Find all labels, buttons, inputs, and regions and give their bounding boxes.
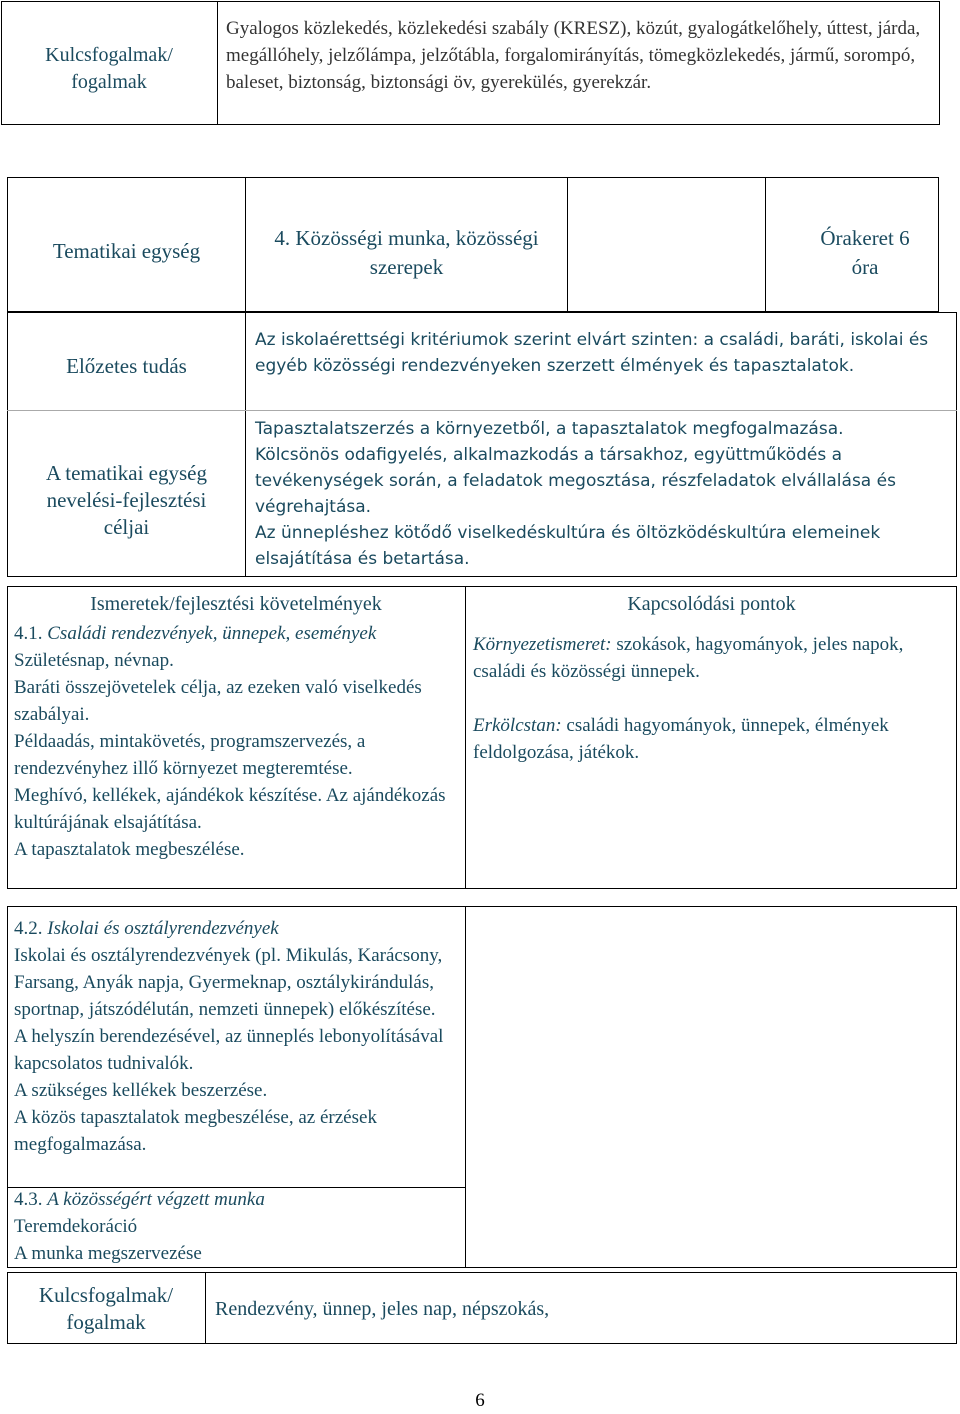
section-4-2-heading	[14, 915, 460, 942]
section-4-3	[14, 1186, 460, 1267]
goals-paragraph-2: Kölcsönös odafigyelés, alkalmazkodás a társakhoz, együttműködés a tevékenységek során, a feladatok megosztása, részfeladatok elvállalása és végrehajtása.	[255, 445, 896, 517]
connection-text: szokások, hagyományok, jeles napok, családi és közösségi ünnepek.	[473, 634, 904, 682]
goals-label-line3: céljai	[103, 515, 150, 539]
section-4-3-number: 4.3.	[14, 1189, 43, 1210]
bottom-keywords-label-line1: Kulcsfogalmak/	[38, 1283, 174, 1307]
section-4-1-title: Családi rendezvények, ünnepek, események	[47, 623, 377, 644]
bottom-keywords-text: Rendezvény, ünnep, jeles nap, népszokás,	[215, 1298, 550, 1320]
top-keywords-label	[1, 42, 217, 96]
goals-label-line2: nevelési-fejlesztési	[46, 488, 207, 512]
goals-row-separator	[7, 410, 957, 411]
section-4-3-heading	[14, 1186, 460, 1213]
section-4-1-heading	[14, 620, 460, 647]
thematic-unit-label: Tematikai egység	[52, 239, 201, 263]
section-4-1	[14, 620, 460, 863]
goals-label-line1: A tematikai egység	[46, 461, 207, 485]
connections	[473, 631, 951, 766]
hours-frame-line1: Órakeret 6	[820, 226, 910, 250]
goals-table-divider	[245, 312, 246, 577]
section-4-1-line: Baráti összejövetelek célja, az ezeken való viselkedés szabályai.	[14, 677, 422, 725]
section-4-1-line: Példaadás, mintakövetés, programszervezés, a rendezvényhez illő környezet megteremtése.	[14, 731, 366, 779]
hours-frame	[790, 224, 940, 282]
bottom-keywords-divider	[205, 1272, 206, 1344]
section-4-1-line: Meghívó, kellékek, ajándékok készítése. Az ajándékozás kultúrájának elsajátítása.	[14, 785, 446, 833]
connection-subject: Erkölcstan:	[473, 715, 562, 736]
section-4-3-line: Teremdekoráció	[14, 1216, 138, 1237]
bottom-keywords-label-line2: fogalmak	[66, 1310, 146, 1334]
connection-subject: Környezetismeret:	[473, 634, 612, 655]
requirements-header-left: Ismeretek/fejlesztési követelmények	[90, 593, 382, 615]
page-number: 6	[475, 1390, 485, 1411]
bottom-keywords-label	[7, 1282, 205, 1336]
prior-knowledge-label: Előzetes tudás	[66, 354, 187, 378]
section-4-1-number: 4.1.	[14, 623, 43, 644]
hours-frame-line2: óra	[851, 255, 879, 279]
connection-text: családi hagyományok, ünnepek, élmények feldolgozása, játékok.	[473, 715, 889, 763]
goals-paragraph-1: Tapasztalatszerzés a környezetből, a tapasztalatok megfogalmazása.	[255, 419, 844, 439]
thematic-unit-divider-3	[765, 177, 766, 312]
connection-item	[473, 712, 951, 766]
section-4-3-title: A közösségért végzett munka	[47, 1189, 265, 1210]
thematic-unit-title	[246, 224, 567, 282]
requirements-header-right: Kapcsolódási pontok	[627, 593, 796, 615]
top-keywords-divider	[217, 1, 218, 125]
thematic-unit-title-line2: szerepek	[369, 255, 444, 279]
prior-knowledge-text: Az iskolaérettségi kritériumok szerint elvárt szinten: a családi, baráti, iskolai és egyéb közösségi rendezvényeken szerzett élmények és tapasztalatok.	[255, 330, 929, 376]
section-4-2-number: 4.2.	[14, 918, 43, 939]
section-4-2-title: Iskolai és osztályrendezvények	[47, 918, 279, 939]
top-keywords-text: Gyalogos közlekedés, közlekedési szabály (KRESZ), közút, gyalogátkelőhely, úttest, járda, megállóhely, jelzőlámpa, jelzőtábla, forgalomirányítás, tömegközlekedés, jármű, sorompó, baleset, biztonság, biztonsági öv, gyerekülés, gyerekzár.	[226, 18, 921, 93]
thematic-unit-title-line1: 4. Közösségi munka, közösségi	[274, 226, 539, 250]
section-4-3-line: A munka megszervezése	[14, 1243, 202, 1264]
goals-label	[8, 460, 245, 541]
section-4-2	[14, 915, 460, 1158]
thematic-unit-divider-2	[567, 177, 568, 312]
section-4-1-line: A tapasztalatok megbeszélése.	[14, 839, 245, 860]
section-4-2-line: Iskolai és osztályrendezvények (pl. Mikulás, Karácsony, Farsang, Anyák napja, Gyermeknap, osztálykirándulás, sportnap, játszódélután, nemzeti ünnepek) előkészítése.	[14, 945, 443, 1020]
section-4-1-line: Születésnap, névnap.	[14, 650, 174, 671]
goals-paragraph-3: Az ünnepléshez kötődő viselkedéskultúra és öltözködéskultúra elemeinek elsajátítása és betartása.	[255, 523, 881, 569]
top-keywords-label-line2: fogalmak	[71, 71, 147, 93]
connection-item	[473, 631, 951, 685]
section-4-2-line: A szükséges kellékek beszerzése.	[14, 1080, 268, 1101]
requirements-divider	[465, 586, 466, 889]
top-keywords-label-line1: Kulcsfogalmak/	[45, 44, 173, 66]
section-4-2-line: A helyszín berendezésével, az ünneplés lebonyolításával kapcsolatos tudnivalók.	[14, 1026, 444, 1074]
goals-text	[255, 416, 950, 572]
requirements-2-divider	[465, 906, 466, 1268]
section-4-2-line: A közös tapasztalatok megbeszélése, az érzések megfogalmazása.	[14, 1107, 377, 1155]
